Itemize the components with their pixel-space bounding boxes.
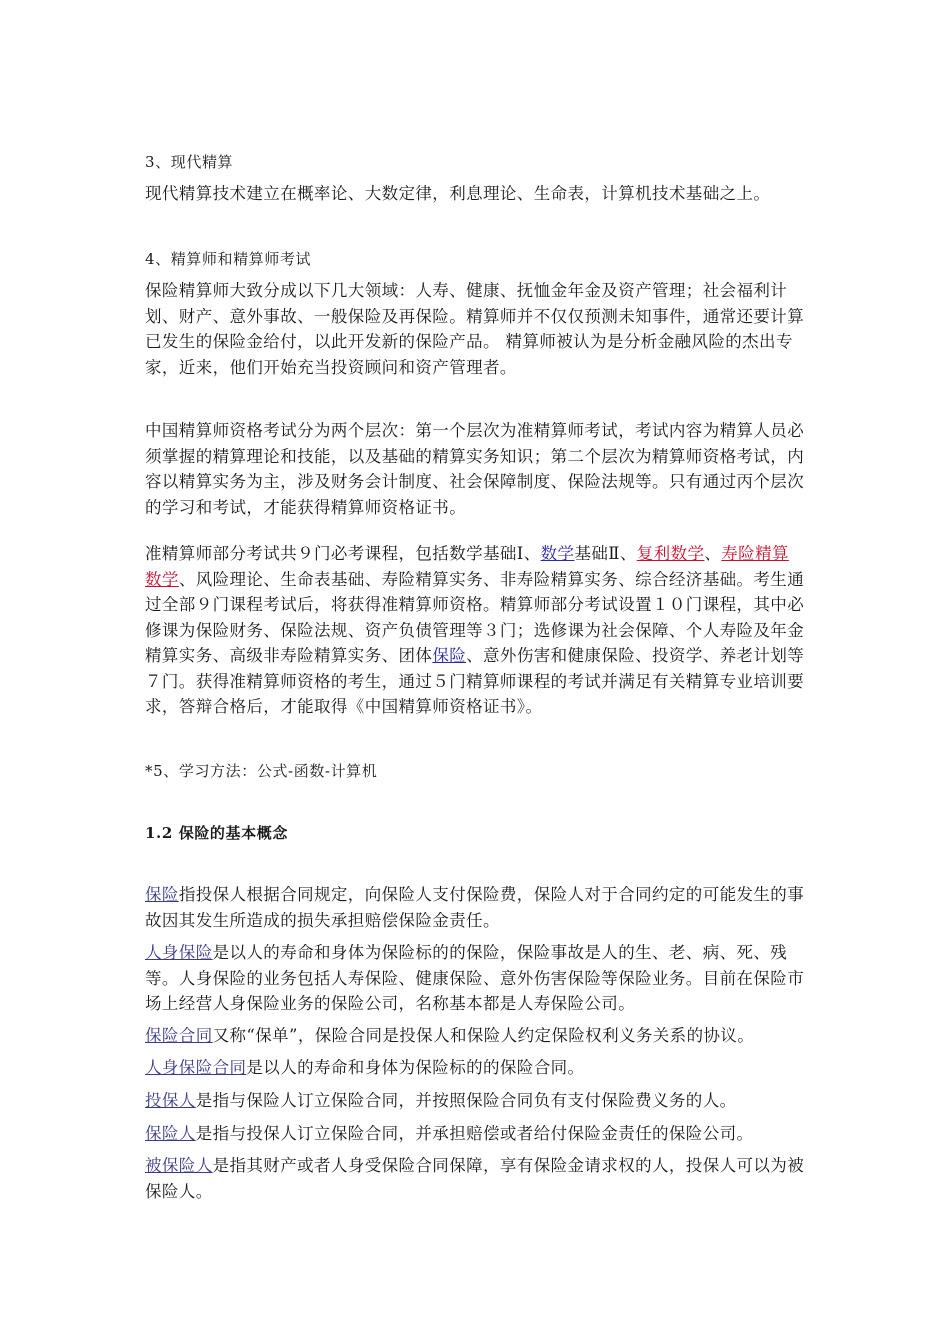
text-span: 基础Ⅱ、 [574,544,637,563]
link-insurance[interactable]: 保险 [432,646,467,665]
text-span: 、风险理论、生命表基础、寿险精算实务、非寿险精算实务、综合经济基础。考生通过全部９门课程考试后，将获得准精算师资格。精算师部分考试设置１０门课程，其中必修课为保险财务、保险法规、资产负债管理等３门；选修课为社会保障、个人寿险及年金精算实务、高级非寿险精算实务、团体 [145,569,805,665]
term-link[interactable]: 人身保险 [145,943,213,962]
section-4-paragraph-3 [145,541,805,720]
definition-text: 又称“保单”，保险合同是投保人和保险人约定保险权利义务关系的协议。 [212,1026,755,1045]
section-4-paragraph-1: 保险精算师大致分成以下几大领域：人寿、健康、抚恤金年金及资产管理；社会福利计划、财产、意外事故、一般保险及再保险。精算师并不仅仅预测未知事件，通常还要计算已发生的保险金给付，以此开发新的保险产品。 精算师被认为是分析金融风险的杰出专家，近来，他们开始充当投资顾问和资产管理者。 [145,281,805,377]
text-span: 准精算师部分考试共９门必考课程，包括数学基础Ⅰ、 [145,544,541,563]
definition-item [145,1088,805,1114]
definition-item [145,1055,805,1081]
text-span: 、 [704,544,722,563]
term-link[interactable]: 被保险人 [145,1156,213,1175]
section-1-2-heading: 1.2 保险的基本概念 [145,824,288,842]
definition-text: 是以人的寿命和身体为保险标的的保险，保险事故是人的生、老、病、死、残等。人身保险的业务包括人寿保险、健康保险、意外伤害保险等保险业务。目前在保险市场上经营人身保险业务的保险公司，名称基本都是人寿保险公司。 [145,943,805,1013]
term-link[interactable]: 投保人 [145,1091,196,1110]
definition-item [145,1121,805,1147]
section-4-heading: 4、精算师和精算师考试 [145,250,312,268]
definition-item [145,1023,805,1049]
section-3-heading: 3、现代精算 [145,153,234,171]
term-link[interactable]: 保险人 [145,1124,196,1143]
link-life-actuarial-math[interactable]: 寿险精算数学 [145,544,789,589]
definition-item [145,1153,805,1204]
definition-item [145,940,805,1017]
definition-text: 是指与投保人订立保险合同，并承担赔偿或者给付保险金责任的保险公司。 [195,1124,754,1143]
link-math[interactable]: 数学 [540,544,575,563]
definition-text: 指投保人根据合同规定，向保险人支付保险费，保险人对于合同约定的可能发生的事故因其发生所造成的损失承担赔偿保险金责任。 [145,885,805,930]
definition-text: 是指与保险人订立保险合同，并按照保险合同负有支付保险费义务的人。 [195,1091,737,1110]
term-link[interactable]: 保险合同 [145,1026,213,1045]
definition-text: 是指其财产或者人身受保险合同保障，享有保险金请求权的人，投保人可以为被保险人。 [145,1156,805,1201]
section-3-body: 现代精算技术建立在概率论、大数定律，利息理论、生命表，计算机技术基础之上。 [145,184,771,203]
section-5-heading: *5、学习方法：公式-函数-计算机 [145,762,378,780]
term-link[interactable]: 人身保险合同 [145,1058,247,1077]
definition-text: 是以人的寿命和身体为保险标的的保险合同。 [246,1058,585,1077]
text-span: 、意外伤害和健康保险、投资学、养老计划等７门。获得准精算师资格的考生，通过５门精算师课程的考试并满足有关精算专业培训要求，答辩合格后，才能取得《中国精算师资格证书》。 [145,646,805,716]
definition-item [145,882,805,933]
link-compound-interest-math[interactable]: 复利数学 [636,544,705,563]
section-4-paragraph-2: 中国精算师资格考试分为两个层次：第一个层次为准精算师考试，考试内容为精算人员必须掌握的精算理论和技能，以及基础的精算实务知识；第二个层次为精算师资格考试，内容以精算实务为主，涉及财务会计制度、社会保障制度、保险法规等。只有通过丙个层次的学习和考试，才能获得精算师资格证书。 [145,421,805,517]
term-link[interactable]: 保险 [145,885,179,904]
